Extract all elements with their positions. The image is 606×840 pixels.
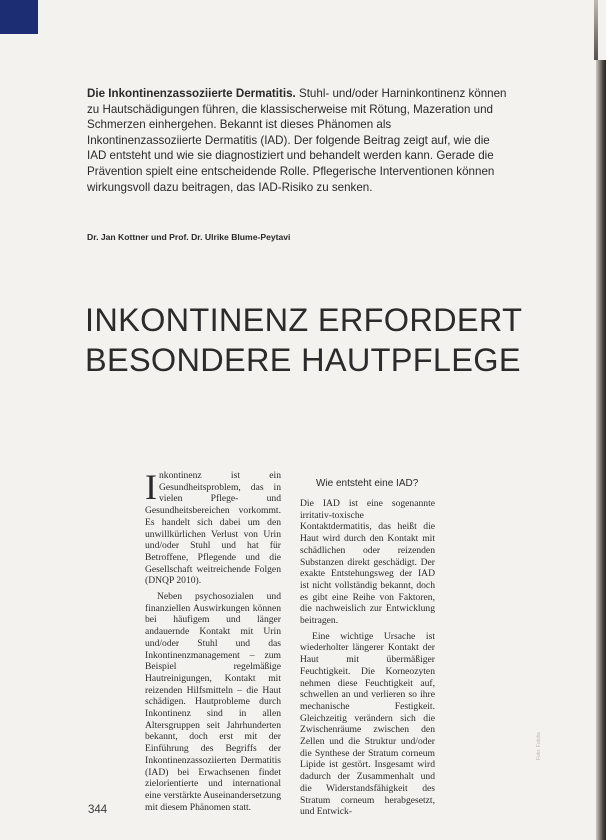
left-paragraph-1 — [145, 467, 281, 587]
intro-paragraph — [87, 86, 507, 195]
intro-lead: Die Inkontinenzassoziierte Dermatitis. — [87, 87, 296, 100]
title-line-1: INKONTINENZ ERFORDERT — [85, 302, 523, 338]
body-column-left — [145, 467, 281, 817]
photo-credit: Foto: Fotolia — [536, 732, 542, 760]
title-line-2: BESONDERE HAUTPFLEGE — [85, 342, 521, 378]
right-paragraph-1: Die IAD ist eine sogenannte irritativ-toxische Kontaktdermatitis, das heißt die Haut wird durch den Kontakt mit schädlichen oder reizenden Substanzen direkt geschädigt. Der exakte Entstehungsweg der IAD ist nicht vollständig bekannt, doch es gibt eine Reihe von Faktoren, die nachweislich zur Entwicklung beitragen. — [300, 498, 435, 627]
page-number: 344 — [88, 804, 108, 816]
page-title — [85, 300, 545, 380]
author-line: Dr. Jan Kottner und Prof. Dr. Ulrike Blume-Peytavi — [87, 232, 291, 242]
drop-cap: I — [145, 467, 157, 507]
corner-color-mark — [0, 0, 38, 34]
right-paragraph-2: Eine wichtige Ursache ist wiederholter längerer Kontakt der Haut mit übermäßiger Feuchtigkeit. Die Korneozyten nehmen diese Feuchtigkeit auf, schwellen an und verlieren so ihre mechanische Festigkeit. Gleichzeitig verändern sich die Zwischenräume zwischen den Zellen und die Struktur und/oder die Synthese der Stratum corneum Lipide ist gestört. Insgesamt wird dadurch der Zusammenhalt und die Widerstandsfähigkeit des Stratum corneum herabgesetzt, und Entwick- — [300, 630, 435, 818]
left-paragraph-2: Neben psychosozialen und finanziellen Auswirkungen können bei häufigem und länger andauernde Kontakt mit Urin und/oder Stuhl und das Inkontinenzmanagement – zum Beispiel regelmäßige Hautreinigungen, Kontakt mit reizenden Hilfsmitteln – die Haut schädigen. Hautprobleme durch Inkontinenz sind in allen Altersgruppen seit Jahrhunderten bekannt, doch erst mit der Einführung des Begriffs der Inkontinenzassoziierten Dermatitis (IAD) bei Erwachsenen findet zielorientierte und international eine verstärkte Auseinandersetzung mit diesem Phänomen statt. — [145, 591, 281, 813]
scan-edge-shadow — [596, 60, 606, 840]
left-paragraph-1-text: nkontinenz ist ein Gesundheitsproblem, das in vielen Pflege- und Gesundheitsbereichen vorkommt. Es handelt sich dabei um den unwillkürlichen Verlust von Urin und/oder Stuhl und hat für Betroffene, Pflegende und die Gesellschaft weitreichende Folgen (DNQP 2010). — [145, 470, 281, 587]
intro-text: Stuhl- und/oder Harninkontinenz können zu Hautschädigungen führen, die klassischerweise mit Rötung, Mazeration und Schmerzen einhergehen. Bekannt ist dieses Phänomen als Inkontinenzassoziierte Dermatitis (IAD). Der folgende Beitrag zeigt auf, wie die IAD entsteht und wie sie diagnostiziert und behandelt werden kann. Gerade die Prävention spielt eine entscheidende Rolle. Pflegerische Interventionen können wirkungsvoll dazu beitragen, das IAD-Risiko zu senken. — [87, 87, 507, 194]
scan-edge-top — [594, 0, 598, 60]
body-column-right — [300, 498, 435, 822]
section-heading: Wie entsteht eine IAD? — [316, 478, 419, 489]
